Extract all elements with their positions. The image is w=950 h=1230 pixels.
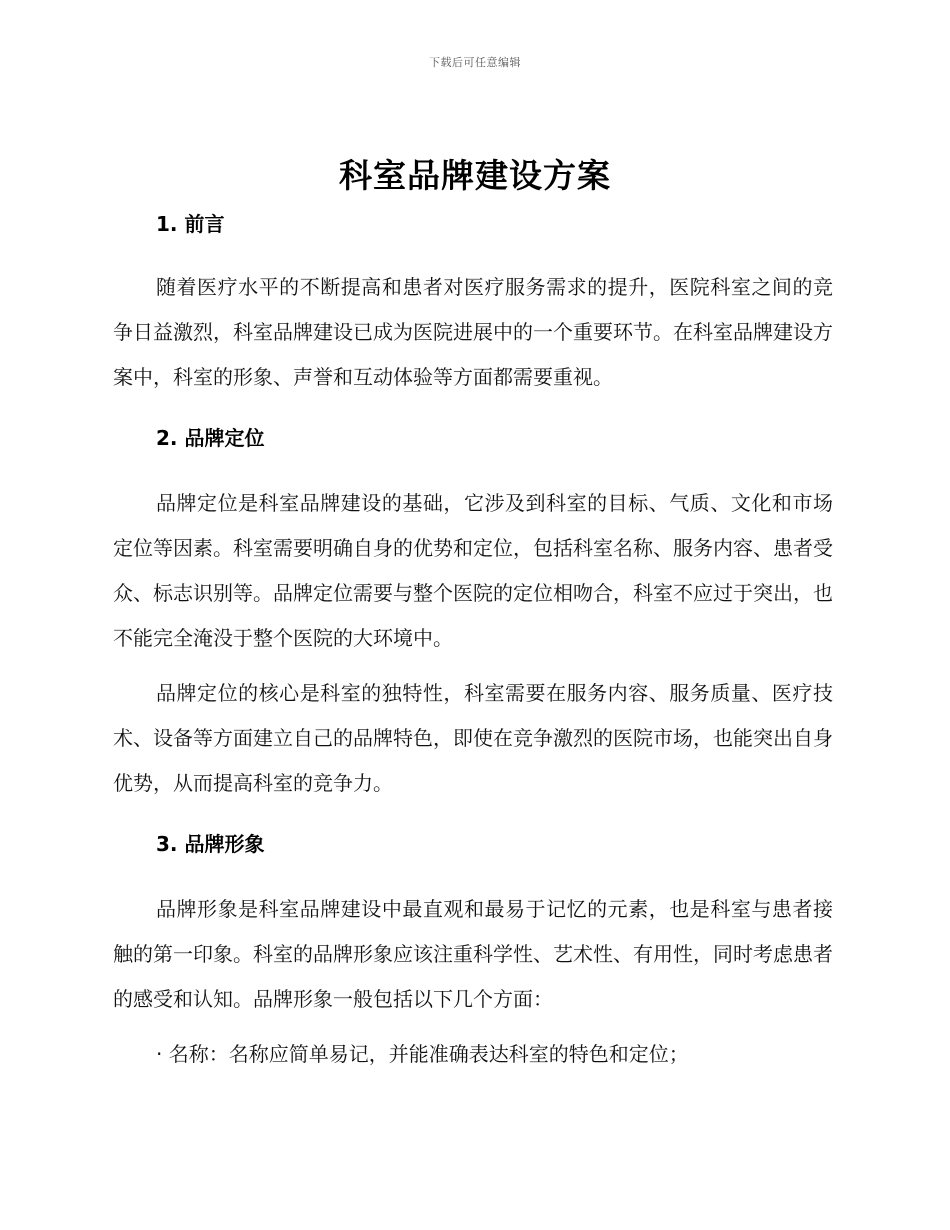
section-heading-brand-image: 3. 品牌形象 <box>156 832 265 856</box>
document-title: 科室品牌建设方案 <box>339 156 611 195</box>
bullet-item-name: · 名称：名称应简单易记，并能准确表达科室的特色和定位； <box>156 1042 689 1066</box>
paragraph-brand-positioning-2: 品牌定位的核心是科室的独特性，科室需要在服务内容、服务质量、医疗技术、设备等方面建立自己的品牌特色，即使在竞争激烈的医院市场，也能突出自身优势，从而提高科室的竞争力。 <box>113 681 833 795</box>
section-heading-brand-positioning: 2. 品牌定位 <box>156 426 265 450</box>
section-heading-preface: 1. 前言 <box>156 212 225 236</box>
paragraph-brand-image: 品牌形象是科室品牌建设中最直观和最易于记忆的元素，也是科室与患者接触的第一印象。科室的品牌形象应该注重科学性、艺术性、有用性，同时考虑患者的感受和认知。品牌形象一般包括以下几个方面： <box>113 897 833 1011</box>
header-note: 下载后可任意编辑 <box>429 56 521 69</box>
document-body <box>113 205 833 1077</box>
paragraph-preface: 随着医疗水平的不断提高和患者对医疗服务需求的提升，医院科室之间的竞争日益激烈，科室品牌建设已成为医院进展中的一个重要环节。在科室品牌建设方案中，科室的形象、声誉和互动体验等方面都需要重视。 <box>113 275 833 389</box>
paragraph-brand-positioning-1: 品牌定位是科室品牌建设的基础，它涉及到科室的目标、气质、文化和市场定位等因素。科室需要明确自身的优势和定位，包括科室名称、服务内容、患者受众、标志识别等。品牌定位需要与整个医院的定位相吻合，科室不应过于突出，也不能完全淹没于整个医院的大环境中。 <box>113 491 833 650</box>
